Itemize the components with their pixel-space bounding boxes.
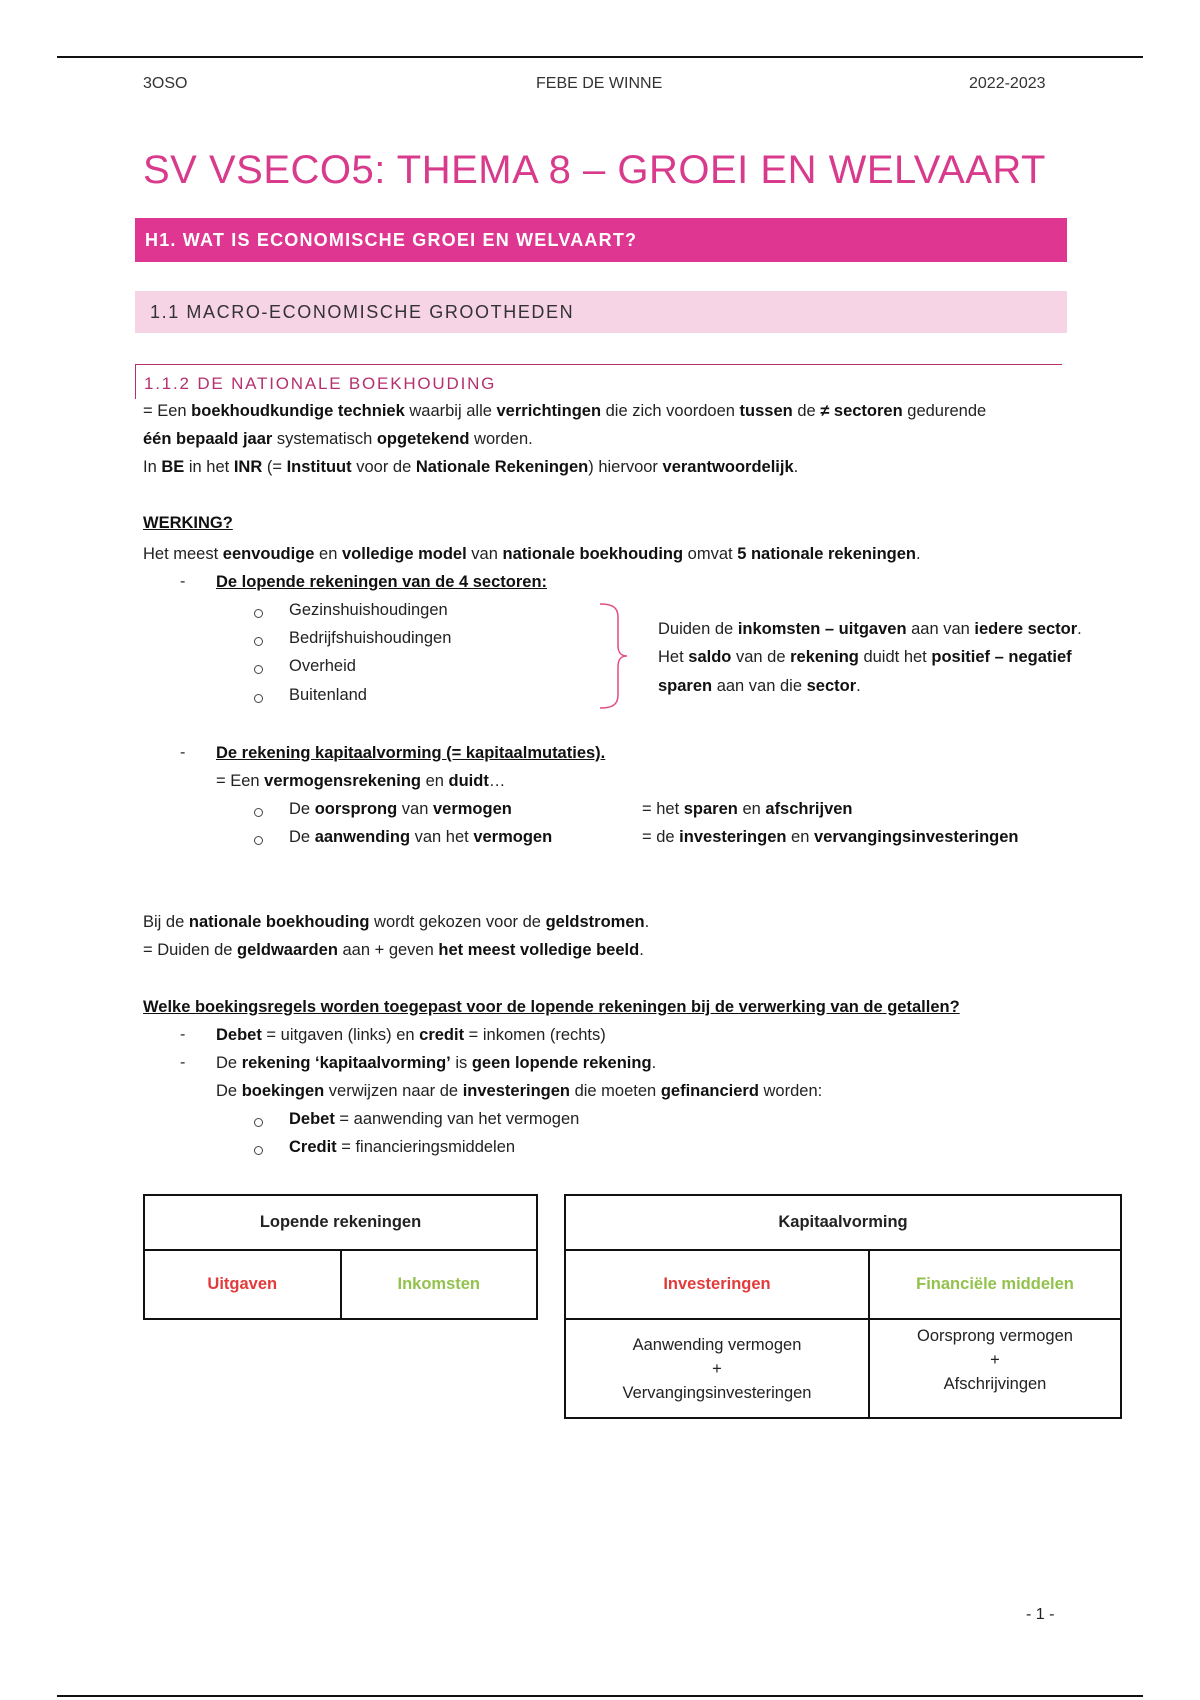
- intro-line-2: één bepaald jaar systematisch opgetekend worden.: [143, 430, 533, 448]
- circle-bullet-icon: [254, 836, 263, 845]
- circle-bullet-icon: [254, 609, 263, 618]
- werking-heading: WERKING?: [143, 514, 233, 532]
- aanwending-right: = de investeringen en vervangingsinvesteringen: [642, 828, 1019, 846]
- circle-bullet-icon: [254, 1146, 263, 1155]
- section-heading: 1.1 MACRO-ECONOMISCHE GROOTHEDEN: [135, 291, 1067, 333]
- lopende-rekeningen-table: [143, 1194, 538, 1320]
- circle-bullet-icon: [254, 1118, 263, 1127]
- page-title: SV VSECO5: THEMA 8 – GROEI EN WELVAART: [143, 148, 1046, 192]
- debet-rule: Debet = aanwending van het vermogen: [289, 1110, 580, 1128]
- inkomsten-cell: Inkomsten: [341, 1250, 538, 1319]
- top-rule: [57, 56, 1143, 58]
- uitgaven-cell: Uitgaven: [144, 1250, 341, 1319]
- chapter-heading: H1. WAT IS ECONOMISCHE GROEI EN WELVAART?: [135, 218, 1067, 262]
- kapitaalvorming-table: [564, 1194, 1122, 1419]
- header-class: 3OSO: [143, 75, 188, 92]
- side-note-line-1: Duiden de inkomsten – uitgaven aan van iedere sector.: [658, 620, 1082, 638]
- header-year: 2022-2023: [969, 75, 1046, 92]
- kapitaalvorming-sub: = Een vermogensrekening en duidt…: [216, 772, 506, 790]
- bullet-kapitaalvorming: De rekening kapitaalvorming (= kapitaalmutaties).: [216, 744, 606, 762]
- geld-line-1: Bij de nationale boekhouding wordt gekozen voor de geldstromen.: [143, 913, 650, 931]
- geld-line-2: = Duiden de geldwaarden aan + geven het meest volledige beeld.: [143, 941, 644, 959]
- circle-bullet-icon: [254, 665, 263, 674]
- financiele-middelen-body: Oorsprong vermogen + Afschrijvingen: [869, 1319, 1121, 1418]
- sector-item: Gezinshuishoudingen: [289, 601, 448, 619]
- curly-brace-icon: [598, 603, 628, 709]
- regels-bullet-2: De rekening ‘kapitaalvorming’ is geen lopende rekening.: [216, 1054, 657, 1072]
- bullet-dash: -: [180, 744, 186, 761]
- page-number: - 1 -: [1026, 1606, 1055, 1623]
- regels-bullet-2-sub: De boekingen verwijzen naar de investeringen die moeten gefinancierd worden:: [216, 1082, 823, 1100]
- investeringen-cell: Investeringen: [565, 1250, 869, 1319]
- bullet-dash: -: [180, 573, 186, 590]
- sector-item: Buitenland: [289, 686, 367, 704]
- sector-item: Bedrijfshuishoudingen: [289, 629, 452, 647]
- regels-question: Welke boekingsregels worden toegepast voor de lopende rekeningen bij de verwerking van de getallen?: [143, 998, 960, 1016]
- oorsprong-left: De oorsprong van vermogen: [289, 800, 512, 818]
- bullet-lopende-rekeningen: De lopende rekeningen van de 4 sectoren:: [216, 573, 548, 591]
- side-note-line-2: Het saldo van de rekening duidt het positief – negatief: [658, 648, 1072, 666]
- bullet-dash: -: [180, 1054, 186, 1071]
- aanwending-left: De aanwending van het vermogen: [289, 828, 553, 846]
- oorsprong-right: = het sparen en afschrijven: [642, 800, 853, 818]
- credit-rule: Credit = financieringsmiddelen: [289, 1138, 516, 1156]
- werking-line: Het meest eenvoudige en volledige model van nationale boekhouding omvat 5 nationale rekeningen.: [143, 545, 921, 563]
- intro-line-3: In BE in het INR (= Instituut voor de Nationale Rekeningen) hiervoor verantwoordelijk.: [143, 458, 799, 476]
- subsection-heading: 1.1.2 DE NATIONALE BOEKHOUDING: [144, 374, 497, 393]
- investeringen-body: Aanwending vermogen + Vervangingsinvesteringen: [565, 1319, 869, 1418]
- table-title: Kapitaalvorming: [565, 1195, 1121, 1250]
- sector-item: Overheid: [289, 657, 356, 675]
- bottom-rule: [57, 1695, 1143, 1697]
- regels-bullet-1: Debet = uitgaven (links) en credit = inkomen (rechts): [216, 1026, 606, 1044]
- side-note-line-3: sparen aan van die sector.: [658, 677, 861, 695]
- header-author: FEBE DE WINNE: [536, 75, 663, 92]
- circle-bullet-icon: [254, 637, 263, 646]
- intro-line-1: = Een boekhoudkundige techniek waarbij alle verrichtingen die zich voordoen tussen de ≠ sectoren gedurende: [143, 402, 987, 420]
- circle-bullet-icon: [254, 694, 263, 703]
- bullet-dash: -: [180, 1026, 186, 1043]
- table-title: Lopende rekeningen: [144, 1195, 537, 1250]
- subsection-frame: [135, 364, 1062, 399]
- circle-bullet-icon: [254, 808, 263, 817]
- financiele-middelen-cell: Financiële middelen: [869, 1250, 1121, 1319]
